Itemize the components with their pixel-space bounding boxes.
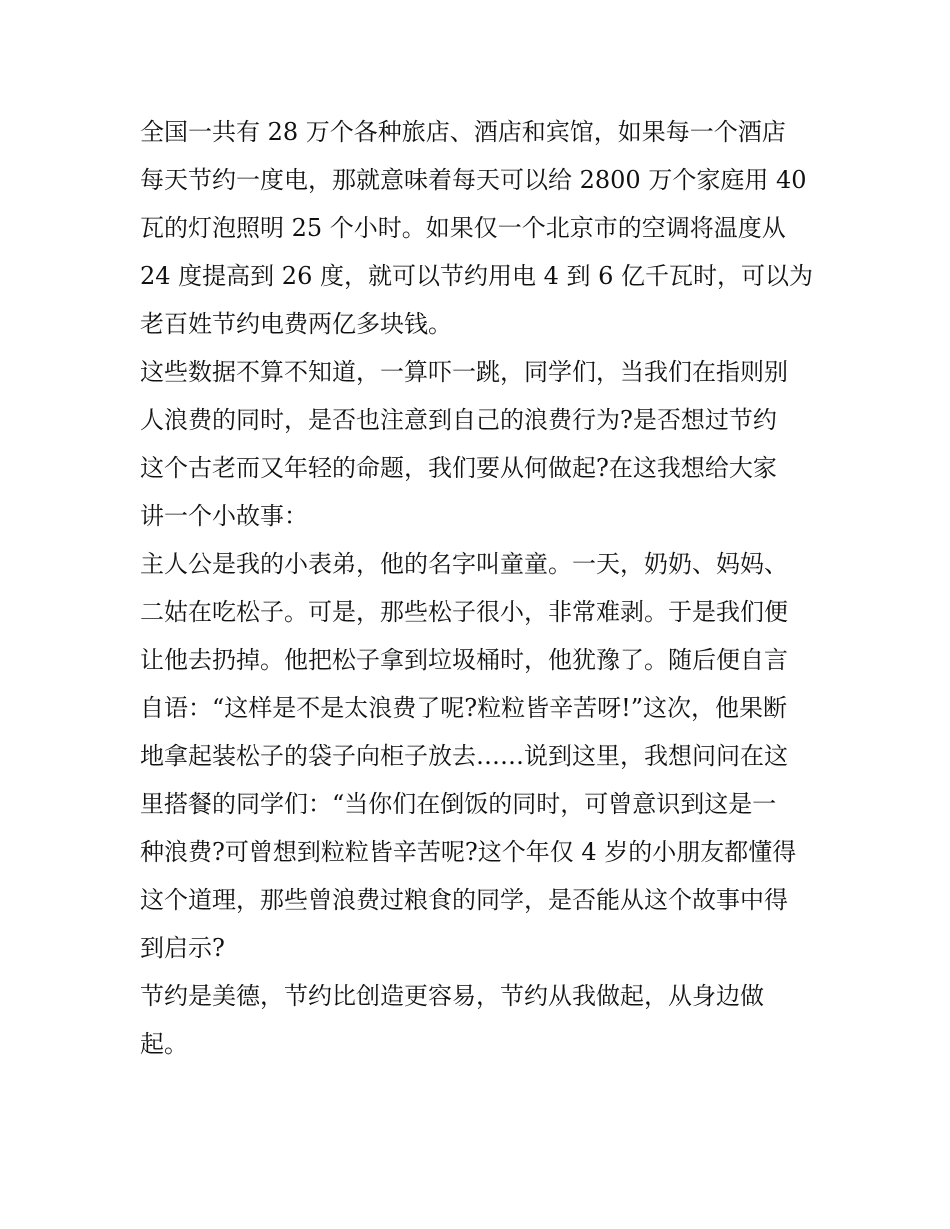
text-line: 到启示? [140, 934, 225, 962]
paragraph-reflection [140, 348, 815, 540]
text-line: 自语：“这样是不是太浪费了呢?粒粒皆辛苦呀!”这次，他果断 [140, 694, 788, 722]
text-line: 地拿起装松子的袋子向柜子放去……说到这里，我想问问在这 [140, 742, 788, 770]
text-line: 讲一个小故事： [140, 502, 308, 530]
text-line: 起。 [140, 1030, 188, 1058]
text-line: 这个古老而又年轻的命题，我们要从何做起?在这我想给大家 [140, 454, 777, 482]
text-line: 主人公是我的小表弟，他的名字叫童童。一天，奶奶、妈妈、 [140, 550, 788, 578]
paragraph-conclusion [140, 972, 815, 1068]
text-line: 老百姓节约电费两亿多块钱。 [140, 310, 452, 338]
paragraph-story [140, 540, 815, 972]
text-line: 种浪费?可曾想到粒粒皆辛苦呢?这个年仅 4 岁的小朋友都懂得 [140, 838, 797, 866]
text-line: 里搭餐的同学们：“当你们在倒饭的同时，可曾意识到这是一 [140, 790, 777, 818]
text-line: 节约是美德，节约比创造更容易，节约从我做起，从身边做 [140, 982, 764, 1010]
text-line: 这些数据不算不知道，一算吓一跳，同学们，当我们在指则别 [140, 358, 788, 386]
text-line: 全国一共有 28 万个各种旅店、酒店和宾馆，如果每一个酒店 [140, 118, 786, 146]
text-line: 人浪费的同时，是否也注意到自己的浪费行为?是否想过节约 [140, 406, 777, 434]
text-line: 每天节约一度电，那就意味着每天可以给 2800 万个家庭用 40 [140, 166, 807, 194]
text-line: 二姑在吃松子。可是，那些松子很小，非常难剥。于是我们便 [140, 598, 788, 626]
text-line: 让他去扔掉。他把松子拿到垃圾桶时，他犹豫了。随后便自言 [140, 646, 788, 674]
text-line: 24 度提高到 26 度，就可以节约用电 4 到 6 亿千瓦时，可以为 [140, 262, 814, 290]
document-body [140, 108, 815, 1068]
text-line: 瓦的灯泡照明 25 个小时。如果仅一个北京市的空调将温度从 [140, 214, 786, 242]
paragraph-energy-statistics [140, 108, 815, 348]
text-line: 这个道理，那些曾浪费过粮食的同学，是否能从这个故事中得 [140, 886, 788, 914]
